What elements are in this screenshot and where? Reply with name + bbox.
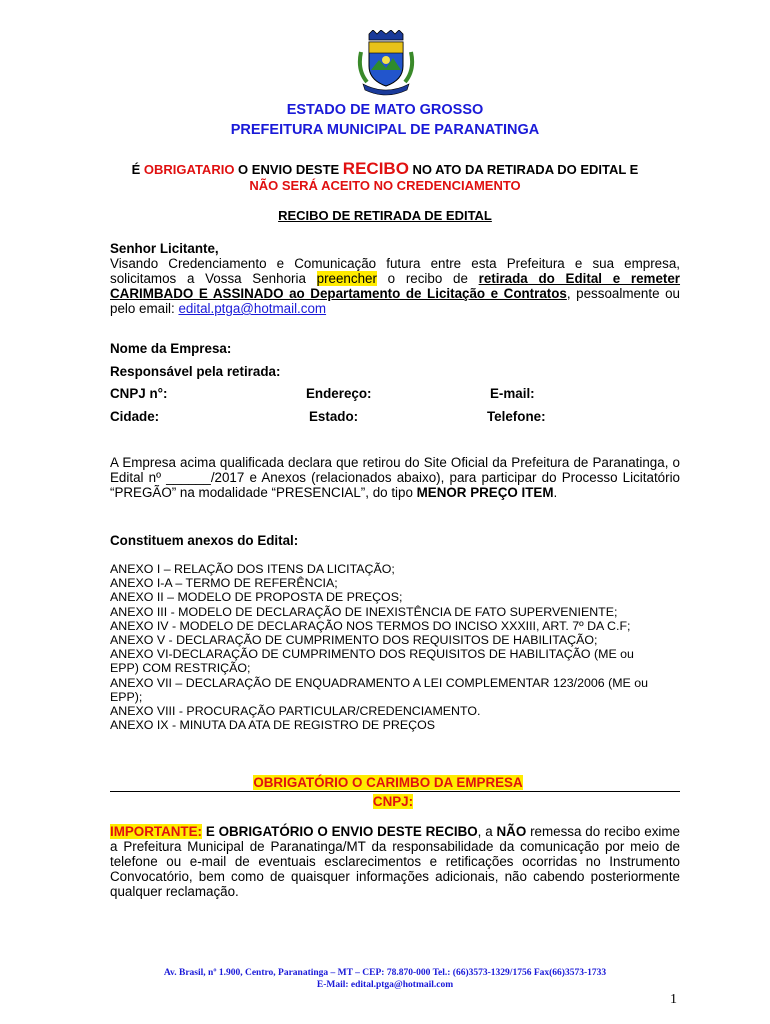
annexes-title: Constituem anexos do Edital:	[110, 533, 299, 548]
field-company-name: Nome da Empresa:	[110, 341, 232, 356]
divider	[110, 791, 680, 792]
footer-address: Av. Brasil, nº 1.900, Centro, Paranatinga – MT – CEP: 78.870-000 Tel.: (66)3573-1329/1756 Fax(66)3573-1733	[163, 968, 607, 978]
declaration-paragraph: A Empresa acima qualificada declara que retirou do Site Oficial da Prefeitura de Paranatinga, o Edital nº ______/2017 e Anexos (relacionados abaixo), para participar do Processo Licitatório “PREGÃO” na modalidade “PRESENCIAL”, do tipo MENOR PREÇO ITEM.	[110, 455, 680, 500]
stamp-cnpj: CNPJ:	[372, 794, 414, 809]
salutation: Senhor Licitante,	[110, 241, 219, 256]
email-link[interactable]: edital.ptga@hotmail.com	[178, 301, 327, 316]
list-item: ANEXO VIII - PROCURAÇÃO PARTICULAR/CREDENCIAMENTO.	[110, 704, 481, 719]
list-item: ANEXO VI-DECLARAÇÃO DE CUMPRIMENTO DOS REQUISITOS DE HABILITAÇÃO (ME ou	[110, 647, 634, 662]
receipt-title: RECIBO DE RETIRADA DE EDITAL	[278, 208, 492, 223]
field-city: Cidade:	[110, 409, 160, 424]
field-state: Estado:	[309, 409, 359, 424]
list-item: ANEXO I-A – TERMO DE REFERÊNCIA;	[110, 576, 338, 591]
list-item: ANEXO III - MODELO DE DECLARAÇÃO DE INEXISTÊNCIA DE FATO SUPERVENIENTE;	[110, 604, 618, 619]
field-address: Endereço:	[306, 386, 372, 401]
field-phone: Telefone:	[487, 409, 546, 424]
important-paragraph: IMPORTANTE: E OBRIGATÓRIO O ENVIO DESTE RECIBO, a NÃO remessa do recibo exime a Prefeitura Municipal de Paranatinga/MT da responsabilidade da comunicação por meio de telefone ou e-mail de eventuais esclarecimentos e retificações ocorridas no Instrumento Convocatório, bem como de quaisquer informações adicionais, não cabendo posteriormente qualquer reclamação.	[110, 824, 681, 899]
list-item: ANEXO II – MODELO DE PROPOSTA DE PREÇOS;	[110, 590, 403, 605]
list-item: ANEXO IX - MINUTA DA ATA DE REGISTRO DE PREÇOS	[110, 718, 435, 733]
header-state: ESTADO DE MATO GROSSO	[286, 102, 484, 118]
notice-line-2: NÃO SERÁ ACEITO NO CREDENCIAMENTO	[249, 178, 521, 193]
field-cnpj: CNPJ n°:	[110, 386, 168, 401]
list-item: ANEXO IV - MODELO DE DECLARAÇÃO NOS TERMOS DO INCISO XXXIII, ART. 7º DA C.F;	[110, 618, 631, 633]
field-responsible: Responsável pela retirada:	[110, 364, 281, 379]
footer-email: E-Mail: edital.ptga@hotmail.com	[316, 980, 454, 990]
annexes-list	[110, 562, 682, 732]
intro-paragraph: Visando Credenciamento e Comunicação futura entre esta Prefeitura e sua empresa, solicitamos a Vossa Senhoria preencher o recibo de retirada do Edital e remeter CARIMBADO E ASSINADO ao Departamento de Licitação e Contratos, pessoalmente ou pelo email: edital.ptga@hotmail.com	[110, 256, 681, 316]
municipal-crest-logo	[355, 30, 417, 96]
list-item: ANEXO VII – DECLARAÇÃO DE ENQUADRAMENTO A LEI COMPLEMENTAR 123/2006 (ME ou	[110, 675, 649, 690]
list-item: EPP);	[110, 689, 143, 704]
page-number: 1	[670, 992, 677, 1007]
list-item: EPP) COM RESTRIÇÃO;	[110, 661, 251, 676]
field-email: E-mail:	[490, 386, 535, 401]
stamp-label-wrap	[0, 775, 770, 790]
notice-line-1: É OBRIGATARIO O ENVIO DESTE RECIBO NO ATO DA RETIRADA DO EDITAL E	[131, 159, 639, 178]
header-prefecture: PREFEITURA MUNICIPAL DE PARANATINGA	[230, 122, 540, 138]
stamp-label: OBRIGATÓRIO O CARIMBO DA EMPRESA	[253, 775, 523, 790]
list-item: ANEXO I – RELAÇÃO DOS ITENS DA LICITAÇÃO;	[110, 562, 395, 576]
stamp-cnpj-wrap	[0, 794, 770, 809]
list-item: ANEXO V - DECLARAÇÃO DE CUMPRIMENTO DOS REQUISITOS DE HABILITAÇÃO;	[110, 633, 598, 648]
